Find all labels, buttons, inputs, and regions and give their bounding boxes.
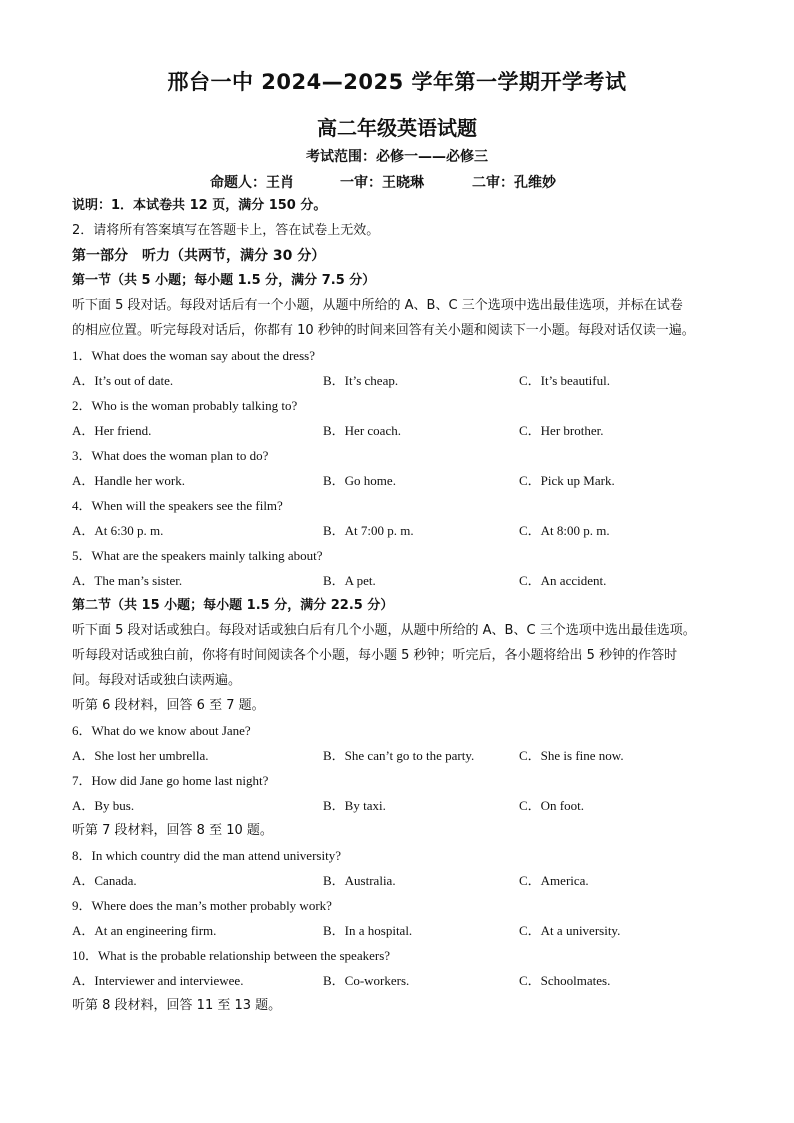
question-9-option-c: C．At a university. — [519, 923, 621, 938]
question-4-option-a: A．At 6:30 p. m. — [72, 523, 164, 538]
question-6: 6．What do we know about Jane? — [72, 723, 251, 738]
question-8-option-a: A．Canada. — [72, 873, 137, 888]
question-3-option-b: B．Go home. — [323, 473, 396, 488]
question-7-option-b: B．By taxi. — [323, 798, 386, 813]
question-5-option-c: C．An accident. — [519, 573, 607, 588]
material-8-instruction: 听第 8 段材料，回答 11 至 13 题。 — [72, 998, 282, 1013]
question-10-option-c: C．Schoolmates. — [519, 973, 611, 988]
question-1-option-a: A．It’s out of date. — [72, 373, 174, 388]
question-3: 3．What does the woman plan to do? — [72, 448, 269, 463]
question-2-option-a: A．Her friend. — [72, 423, 152, 438]
setter: 命题人：王肖 — [210, 175, 294, 191]
exam-title: 邢台一中 2024—2025 学年第一学期开学考试 — [167, 70, 627, 94]
material-6-instruction: 听第 6 段材料，回答 6 至 7 题。 — [72, 698, 265, 713]
question-1-option-b: B．It’s cheap. — [323, 373, 399, 388]
question-7-option-a: A．By bus. — [72, 798, 135, 813]
section1-instruction-line1: 听下面 5 段对话。每段对话后有一个小题，从题中所给的 A、B、C 三个选项中选出最佳选项，并标在试卷 — [72, 298, 683, 313]
question-9-option-a: A．At an engineering firm. — [72, 923, 217, 938]
question-2-option-c: C．Her brother. — [519, 423, 604, 438]
question-3-option-a: A．Handle her work. — [72, 473, 185, 488]
section2-instruction-line2: 听每段对话或独白前，你将有时间阅读各个小题，每小题 5 秒钟；听完后，各小题将给出 5 秒钟的作答时 — [72, 648, 678, 663]
question-5: 5．What are the speakers mainly talking about? — [72, 548, 323, 563]
section2-instruction-line1: 听下面 5 段对话或独白。每段对话或独白后有几个小题，从题中所给的 A、B、C 三个选项中选出最佳选项。 — [72, 623, 696, 638]
question-2: 2．Who is the woman probably talking to? — [72, 398, 298, 413]
question-10-option-a: A．Interviewer and interviewee. — [72, 973, 244, 988]
question-9: 9．Where does the man’s mother probably work? — [72, 898, 332, 913]
question-10: 10．What is the probable relationship between the speakers? — [72, 948, 391, 963]
question-2-option-b: B．Her coach. — [323, 423, 401, 438]
question-8: 8．In which country did the man attend university? — [72, 848, 341, 863]
question-9-option-b: B．In a hospital. — [323, 923, 413, 938]
question-4-option-b: B．At 7:00 p. m. — [323, 523, 414, 538]
question-4: 4．When will the speakers see the film? — [72, 498, 283, 513]
question-8-option-b: B．Australia. — [323, 873, 396, 888]
question-6-option-c: C．She is fine now. — [519, 748, 624, 763]
question-8-option-c: C．America. — [519, 873, 589, 888]
note-1: 说明：1．本试卷共 12 页，满分 150 分。 — [72, 198, 327, 213]
exam-scope: 考试范围：必修一——必修三 — [306, 149, 488, 165]
question-3-option-c: C．Pick up Mark. — [519, 473, 615, 488]
review2: 二审：孔维妙 — [472, 175, 556, 191]
authors-line — [210, 172, 556, 192]
review1: 一审：王晓琳 — [340, 175, 424, 191]
question-5-option-a: A．The man’s sister. — [72, 573, 183, 588]
section2-title: 第二节（共 15 小题；每小题 1.5 分，满分 22.5 分） — [72, 598, 394, 613]
section1-instruction-line2: 的相应位置。听完每段对话后，你都有 10 秒钟的时间来回答有关小题和阅读下一小题。每段对话仅读一遍。 — [72, 323, 695, 338]
section1-title: 第一节（共 5 小题；每小题 1.5 分，满分 7.5 分） — [72, 273, 376, 288]
note-2: 2．请将所有答案填写在答题卡上，答在试卷上无效。 — [72, 223, 380, 238]
question-10-option-b: B．Co-workers. — [323, 973, 410, 988]
question-5-option-b: B．A pet. — [323, 573, 376, 588]
question-7-option-c: C．On foot. — [519, 798, 585, 813]
exam-subtitle: 高二年级英语试题 — [317, 116, 477, 140]
question-1-option-c: C．It’s beautiful. — [519, 373, 610, 388]
question-7: 7．How did Jane go home last night? — [72, 773, 269, 788]
question-1: 1．What does the woman say about the dress? — [72, 348, 315, 363]
question-6-option-b: B．She can’t go to the party. — [323, 748, 475, 763]
part1-title: 第一部分 听力（共两节，满分 30 分） — [72, 248, 326, 264]
material-7-instruction: 听第 7 段材料，回答 8 至 10 题。 — [72, 823, 273, 838]
section2-instruction-line3: 间。每段对话或独白读两遍。 — [72, 673, 242, 688]
question-6-option-a: A．She lost her umbrella. — [72, 748, 209, 763]
question-4-option-c: C．At 8:00 p. m. — [519, 523, 610, 538]
